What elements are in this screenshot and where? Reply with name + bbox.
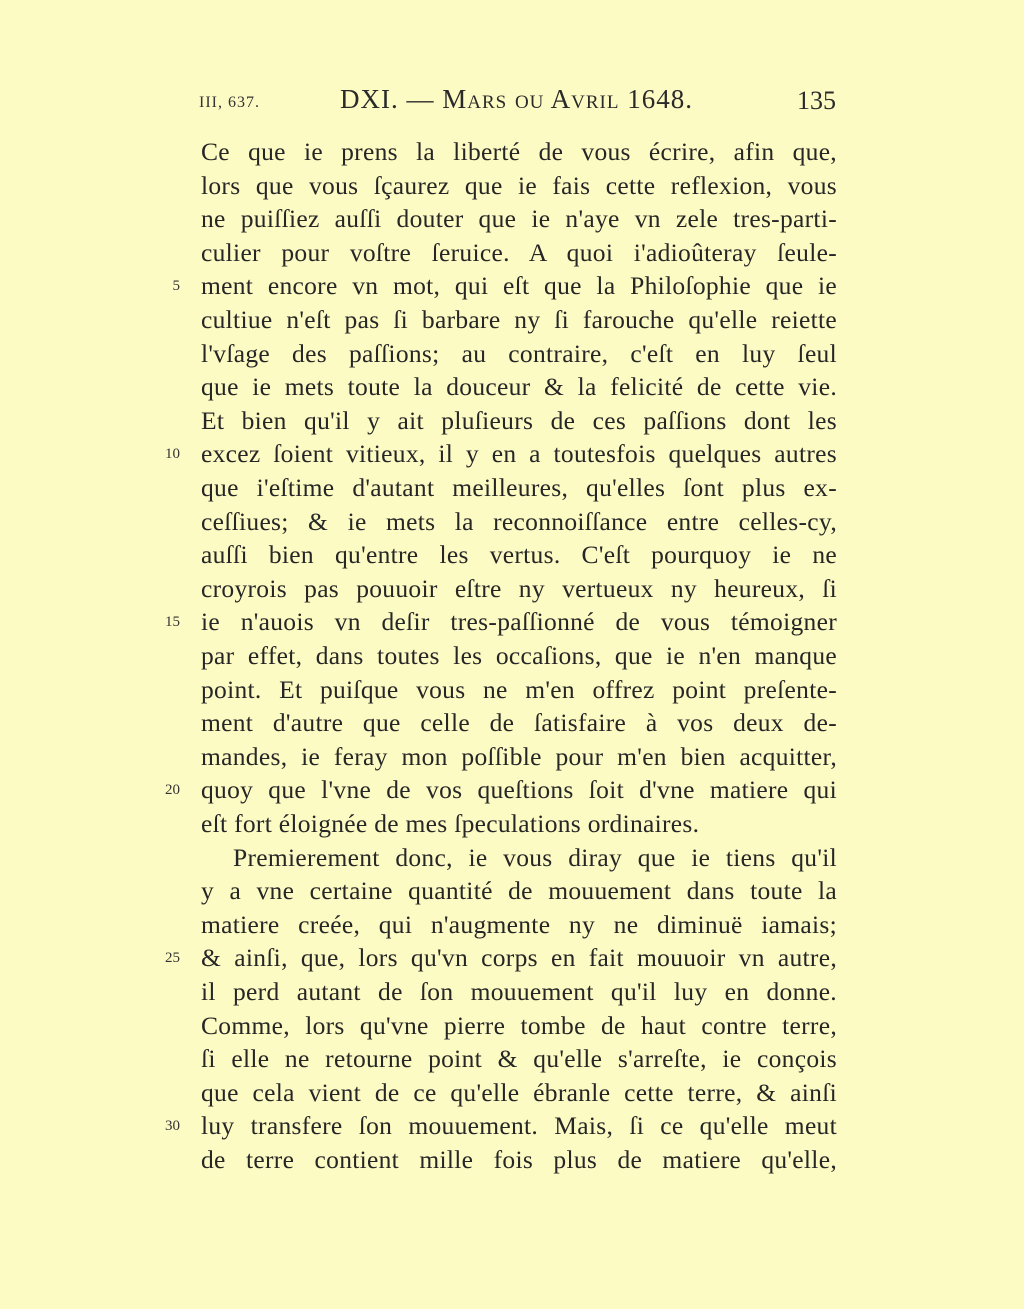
text-line: quoy que l'vne de vos queſtions ſoit d'vne matiere qui — [201, 775, 837, 805]
reference-number: III, 637. — [199, 94, 260, 111]
line-number: 25 — [165, 950, 180, 967]
text-line: cultiue n'eſt pas ſi barbare ny ſi farouche qu'elle reiette — [201, 305, 837, 334]
text-line: culier pour voſtre ſeruice. A quoi i'adioûteray ſeule- — [201, 237, 837, 267]
text-line: ceſſiues; & ie mets la reconnoiſſance entre celles-cy, — [201, 506, 837, 536]
text-line: point. Et puiſque vous ne m'en offrez point preſente- — [201, 674, 837, 704]
text-line: que cela vient de ce qu'elle ébranle cette terre, & ainſi — [201, 1077, 837, 1107]
text-line: croyrois pas pouuoir eſtre ny vertueux ny heureux, ſi — [201, 573, 837, 603]
page-number: 135 — [797, 86, 836, 115]
text-line: par effet, dans toutes les occaſions, que ie n'en manque — [201, 641, 837, 670]
text-line: ment d'autre que celle de ſatisfaire à vos deux de- — [201, 708, 837, 738]
line-number: 5 — [172, 278, 180, 295]
line-number: 15 — [165, 614, 180, 631]
text-line: ne puiſſiez auſſi douter que ie n'aye vn zele tres-parti- — [201, 204, 837, 234]
text-line: ie n'auois vn deſir tres-paſſionné de vous témoigner — [201, 607, 837, 637]
text-line: matiere creée, qui n'augmente ny ne diminuë iamais; — [201, 909, 837, 939]
text-line: que ie mets toute la douceur & la felicité de cette vie. — [201, 372, 837, 402]
text-line: luy transfere ſon mouuement. Mais, ſi ce qu'elle meut — [201, 1111, 837, 1141]
running-title: DXI. — Mars ou Avril 1648. — [340, 84, 693, 114]
text-line: Comme, lors qu'vne pierre tombe de haut contre terre, — [201, 1010, 837, 1040]
line-number: 30 — [165, 1118, 180, 1135]
text-line: Et bien qu'il y ait pluſieurs de ces paſſions dont les — [201, 405, 837, 435]
text-line: ment encore vn mot, qui eſt que la Philoſophie que ie — [201, 271, 837, 301]
text-line: Ce que ie prens la liberté de vous écrire, afin que, — [201, 137, 837, 166]
text-line: l'vſage des paſſions; au contraire, c'eſt en luy ſeul — [201, 338, 837, 368]
line-number: 20 — [165, 782, 180, 799]
text-line: & ainſi, que, lors qu'vn corps en fait mouuoir vn autre, — [201, 943, 837, 973]
text-line: Premierement donc, ie vous diray que ie tiens qu'il — [233, 842, 837, 872]
line-number: 10 — [165, 446, 180, 463]
text-line: excez ſoient vitieux, il y en a toutesfois quelques autres — [201, 439, 837, 469]
text-line: il perd autant de ſon mouuement qu'il luy en donne. — [201, 977, 837, 1006]
text-line: eſt fort éloignée de mes ſpeculations ordinaires. — [201, 809, 700, 838]
text-line: de terre contient mille fois plus de matiere qu'elle, — [201, 1145, 837, 1174]
text-line: ſi elle ne retourne point & qu'elle s'arreſte, ie conçois — [201, 1044, 837, 1074]
text-line: lors que vous ſçaurez que ie fais cette reflexion, vous — [201, 170, 837, 200]
running-header — [0, 84, 1024, 124]
text-line: y a vne certaine quantité de mouuement dans toute la — [201, 876, 837, 906]
text-line: auſſi bien qu'entre les vertus. C'eſt pourquoy ie ne — [201, 540, 837, 570]
text-line: que i'eſtime d'autant meilleures, qu'elles ſont plus ex- — [201, 473, 837, 502]
text-line: mandes, ie feray mon poſſible pour m'en bien acquitter, — [201, 741, 837, 771]
